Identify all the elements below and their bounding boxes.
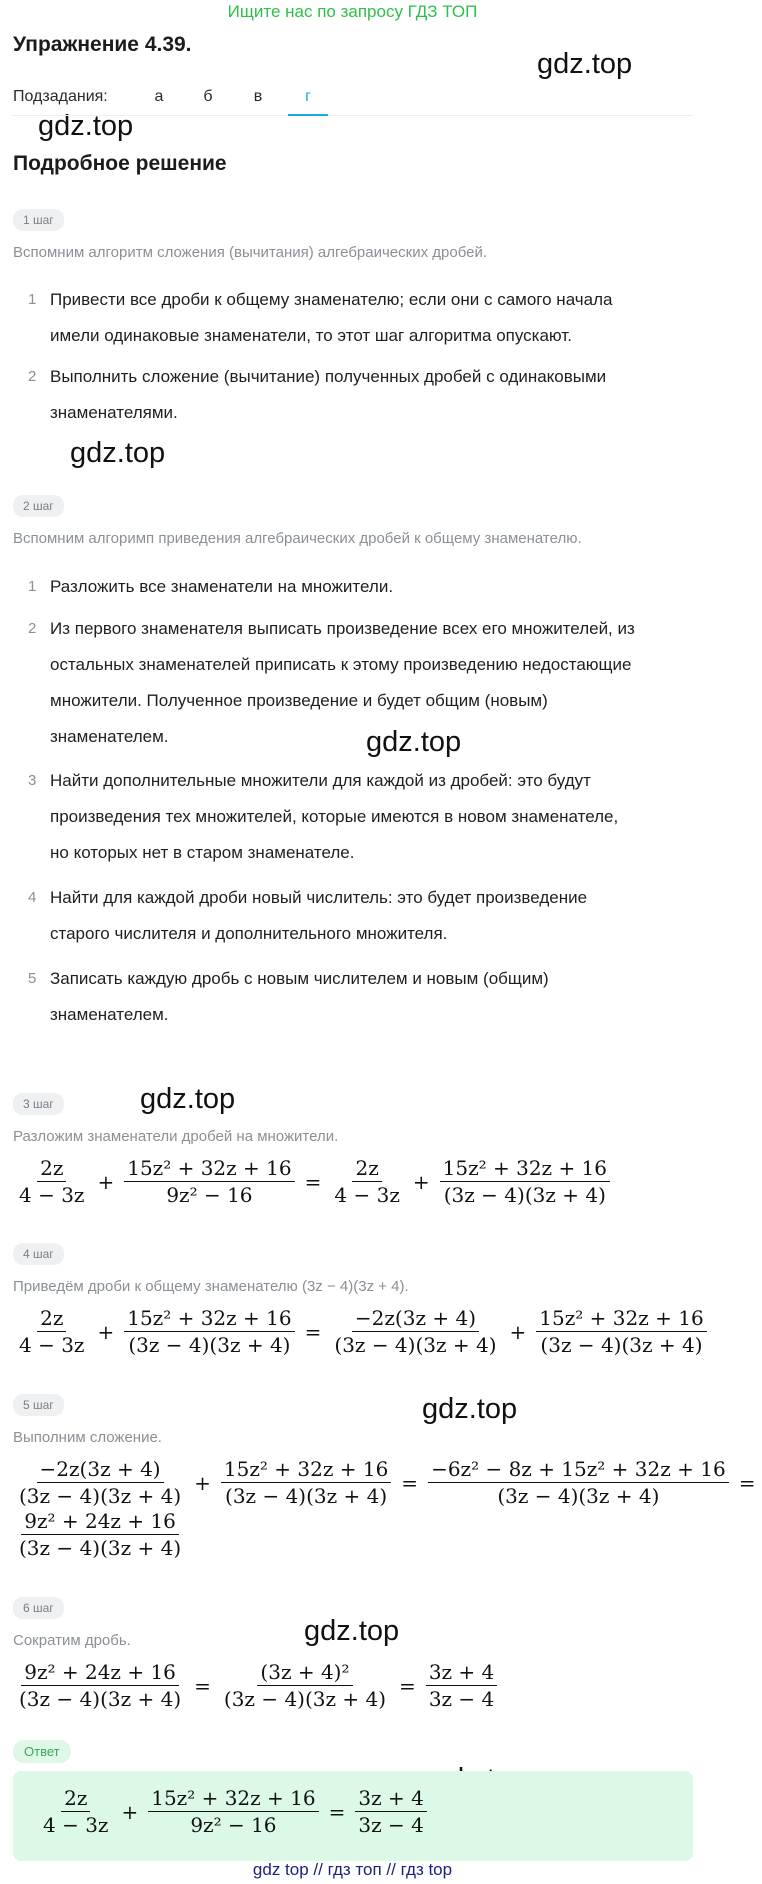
step-note: Сократим дробь. bbox=[13, 1632, 131, 1649]
subtasks-label: Подзадания: bbox=[13, 88, 108, 105]
list-item bbox=[28, 880, 698, 952]
list-item bbox=[28, 569, 698, 605]
list-text: множители. Полученное произведение и будет общим (новым) bbox=[50, 691, 548, 710]
tab-b[interactable]: б bbox=[203, 88, 213, 105]
step-badge: 3 шаг bbox=[13, 1093, 64, 1115]
equation: $\frac{\text{9z² + 24z + 16}}{(3z - 4)(3z + 4)}$ = $\frac{\text{(3z + 4)²}}{(3z - 4)(3z + 4)}$ = $\frac{3z + 4}{3z - 4}$ bbox=[13, 1659, 500, 1712]
answer-box bbox=[13, 1771, 693, 1861]
tab-v[interactable]: в bbox=[253, 88, 263, 105]
section-title: Подробное решение bbox=[13, 152, 227, 175]
watermark: gdz.top bbox=[140, 1083, 236, 1115]
fraction: $\frac{\text{15z² + 32z + 16}}{(3z - 4)(3z + 4)}$ bbox=[221, 1456, 391, 1509]
equation: $\frac{-2z(3z + 4)}{(3z - 4)(3z + 4)}$ + $\frac{\text{15z² + 32z + 16}}{(3z - 4)(3z + 4)}$ = $\frac{\text{−6z² − 8z + 15z² + 32z + 16}}{(3z - 4)(3z + 4)}$ = bbox=[13, 1456, 762, 1509]
step-badge: 4 шаг bbox=[13, 1243, 64, 1265]
list-text: знаменателями. bbox=[50, 403, 178, 422]
list-text: Привести все дроби к общему знаменателю; если они с самого начала bbox=[50, 290, 613, 309]
equation: $\frac{2z}{4 - 3z}$ + $\frac{\text{15z² + 32z + 16}}{(3z - 4)(3z + 4)}$ = $\frac{-2z(3z + 4)}{(3z - 4)(3z + 4)}$ + $\frac{\text{15z² + 32z + 16}}{(3z - 4)(3z + 4)}$ bbox=[13, 1305, 710, 1358]
fraction: $\frac{\text{15z² + 32z + 16}}{(3z - 4)(3z + 4)}$ bbox=[124, 1305, 294, 1358]
list-number: 4 bbox=[28, 889, 37, 906]
list-text: старого числителя и дополнительного множителя. bbox=[50, 924, 448, 943]
list-text: имели одинаковые знаменатели, то этот шаг алгоритма опускают. bbox=[50, 326, 572, 345]
list-item bbox=[28, 282, 698, 354]
search-hint-banner: Ищите нас по запросу ГДЗ ТОП bbox=[227, 2, 478, 21]
fraction: $\frac{2z}{4 - 3z}$ bbox=[43, 1786, 109, 1837]
list-number: 1 bbox=[28, 578, 37, 595]
list-text: Разложить все знаменатели на множители. bbox=[50, 577, 394, 596]
step-note: Разложим знаменатели дробей на множители. bbox=[13, 1128, 339, 1145]
step-note: Приведём дроби к общему знаменателю (3z − 4)(3z + 4). bbox=[13, 1278, 409, 1295]
footer-links: gdz top // гдз топ // гдз top bbox=[252, 1860, 453, 1879]
step-badge: 1 шаг bbox=[13, 209, 64, 231]
fraction: $\frac{\text{15z² + 32z + 16}}{(3z - 4)(3z + 4)}$ bbox=[536, 1305, 706, 1358]
fraction: $\frac{2z}{4 - 3z}$ bbox=[334, 1156, 400, 1207]
watermark: gdz.top bbox=[422, 1393, 518, 1425]
list-text: но которых нет в старом знаменателе. bbox=[50, 843, 355, 862]
list-text: Из первого знаменателя выписать произведение всех его множителей, из bbox=[50, 619, 635, 638]
answer-badge: Ответ bbox=[13, 1740, 71, 1763]
step-badge: 5 шаг bbox=[13, 1394, 64, 1416]
watermark: gdz.top bbox=[70, 437, 166, 469]
fraction: $\frac{\text{15z² + 32z + 16}}{(3z - 4)(3z + 4)}$ bbox=[440, 1155, 610, 1208]
tab-g[interactable]: г bbox=[288, 86, 328, 116]
list-text: Найти для каждой дроби новый числитель: это будет произведение bbox=[50, 888, 588, 907]
fraction: $\frac{2z}{4 - 3z}$ bbox=[19, 1306, 85, 1357]
list-text: знаменателем. bbox=[50, 1005, 169, 1024]
exercise-title: Упражнение 4.39. bbox=[13, 33, 192, 56]
list-text: Записать каждую дробь с новым числителем и новым (общим) bbox=[50, 969, 549, 988]
step-note: Вспомним алгоритм сложения (вычитания) алгебраических дробей. bbox=[13, 244, 488, 261]
list-number: 3 bbox=[28, 772, 37, 789]
watermark: gdz.top bbox=[304, 1615, 400, 1647]
list-text: Выполнить сложение (вычитание) полученных дробей с одинаковыми bbox=[50, 367, 607, 386]
fraction: $\frac{\text{15z² + 32z + 16}}{\text{9z² − 16}}$ bbox=[124, 1155, 294, 1208]
fraction: $\frac{\text{15z² + 32z + 16}}{\text{9z² − 16}}$ bbox=[148, 1785, 318, 1838]
step-note: Вспомним алгоримп приведения алгебраических дробей к общему знаменателю. bbox=[13, 530, 582, 547]
list-number: 1 bbox=[28, 291, 37, 308]
answer-equation: $\frac{2z}{4 - 3z}$ + $\frac{\text{15z² + 32z + 16}}{\text{9z² − 16}}$ = $\frac{3z + 4}{3z - 4}$ bbox=[37, 1785, 430, 1838]
list-text: остальных знаменателей приписать к этому произведению недостающие bbox=[50, 655, 632, 674]
list-item bbox=[28, 763, 698, 871]
fraction: $\frac{-2z(3z + 4)}{(3z - 4)(3z + 4)}$ bbox=[334, 1306, 497, 1357]
tab-a[interactable]: а bbox=[154, 88, 164, 105]
watermark: gdz.top bbox=[38, 110, 134, 142]
fraction: $\frac{2z}{4 - 3z}$ bbox=[19, 1156, 85, 1207]
list-text: произведения тех множителей, которые имеются в новом знаменателе, bbox=[50, 807, 619, 826]
list-item bbox=[28, 359, 698, 431]
fraction: $\frac{3z + 4}{3z - 4}$ bbox=[355, 1785, 426, 1838]
list-item bbox=[28, 961, 698, 1033]
step-note: Выполним сложение. bbox=[13, 1429, 162, 1446]
equation-continued bbox=[13, 1508, 187, 1561]
subtasks-bar bbox=[13, 86, 693, 116]
step-badge: 2 шаг bbox=[13, 495, 64, 517]
list-number: 2 bbox=[28, 620, 37, 637]
list-number: 2 bbox=[28, 368, 37, 385]
equation: $\frac{2z}{4 - 3z}$ + $\frac{\text{15z² + 32z + 16}}{\text{9z² − 16}}$ = $\frac{2z}{4 - 3z}$ + $\frac{\text{15z² + 32z + 16}}{(3z - 4)(3z + 4)}$ bbox=[13, 1155, 613, 1208]
fraction: $\frac{3z + 4}{3z - 4}$ bbox=[426, 1659, 497, 1712]
fraction: $\frac{\text{9z² + 24z + 16}}{(3z - 4)(3z + 4)}$ bbox=[19, 1660, 182, 1711]
list-number: 5 bbox=[28, 970, 37, 987]
list-text: знаменателем. bbox=[50, 727, 169, 746]
fraction: $\frac{-2z(3z + 4)}{(3z - 4)(3z + 4)}$ bbox=[19, 1457, 182, 1508]
fraction: $\frac{\text{9z² + 24z + 16}}{(3z - 4)(3z + 4)}$ bbox=[19, 1509, 182, 1560]
step-badge: 6 шаг bbox=[13, 1597, 64, 1619]
list-item bbox=[28, 611, 698, 755]
list-text: Найти дополнительные множители для каждой из дробей: это будут bbox=[50, 771, 591, 790]
fraction: $\frac{\text{(3z + 4)²}}{(3z - 4)(3z + 4)}$ bbox=[223, 1660, 387, 1711]
watermark: gdz.top bbox=[366, 726, 462, 758]
watermark: gdz.top bbox=[537, 48, 633, 80]
fraction: $\frac{\text{−6z² − 8z + 15z² + 32z + 16}}{(3z - 4)(3z + 4)}$ bbox=[428, 1456, 729, 1509]
